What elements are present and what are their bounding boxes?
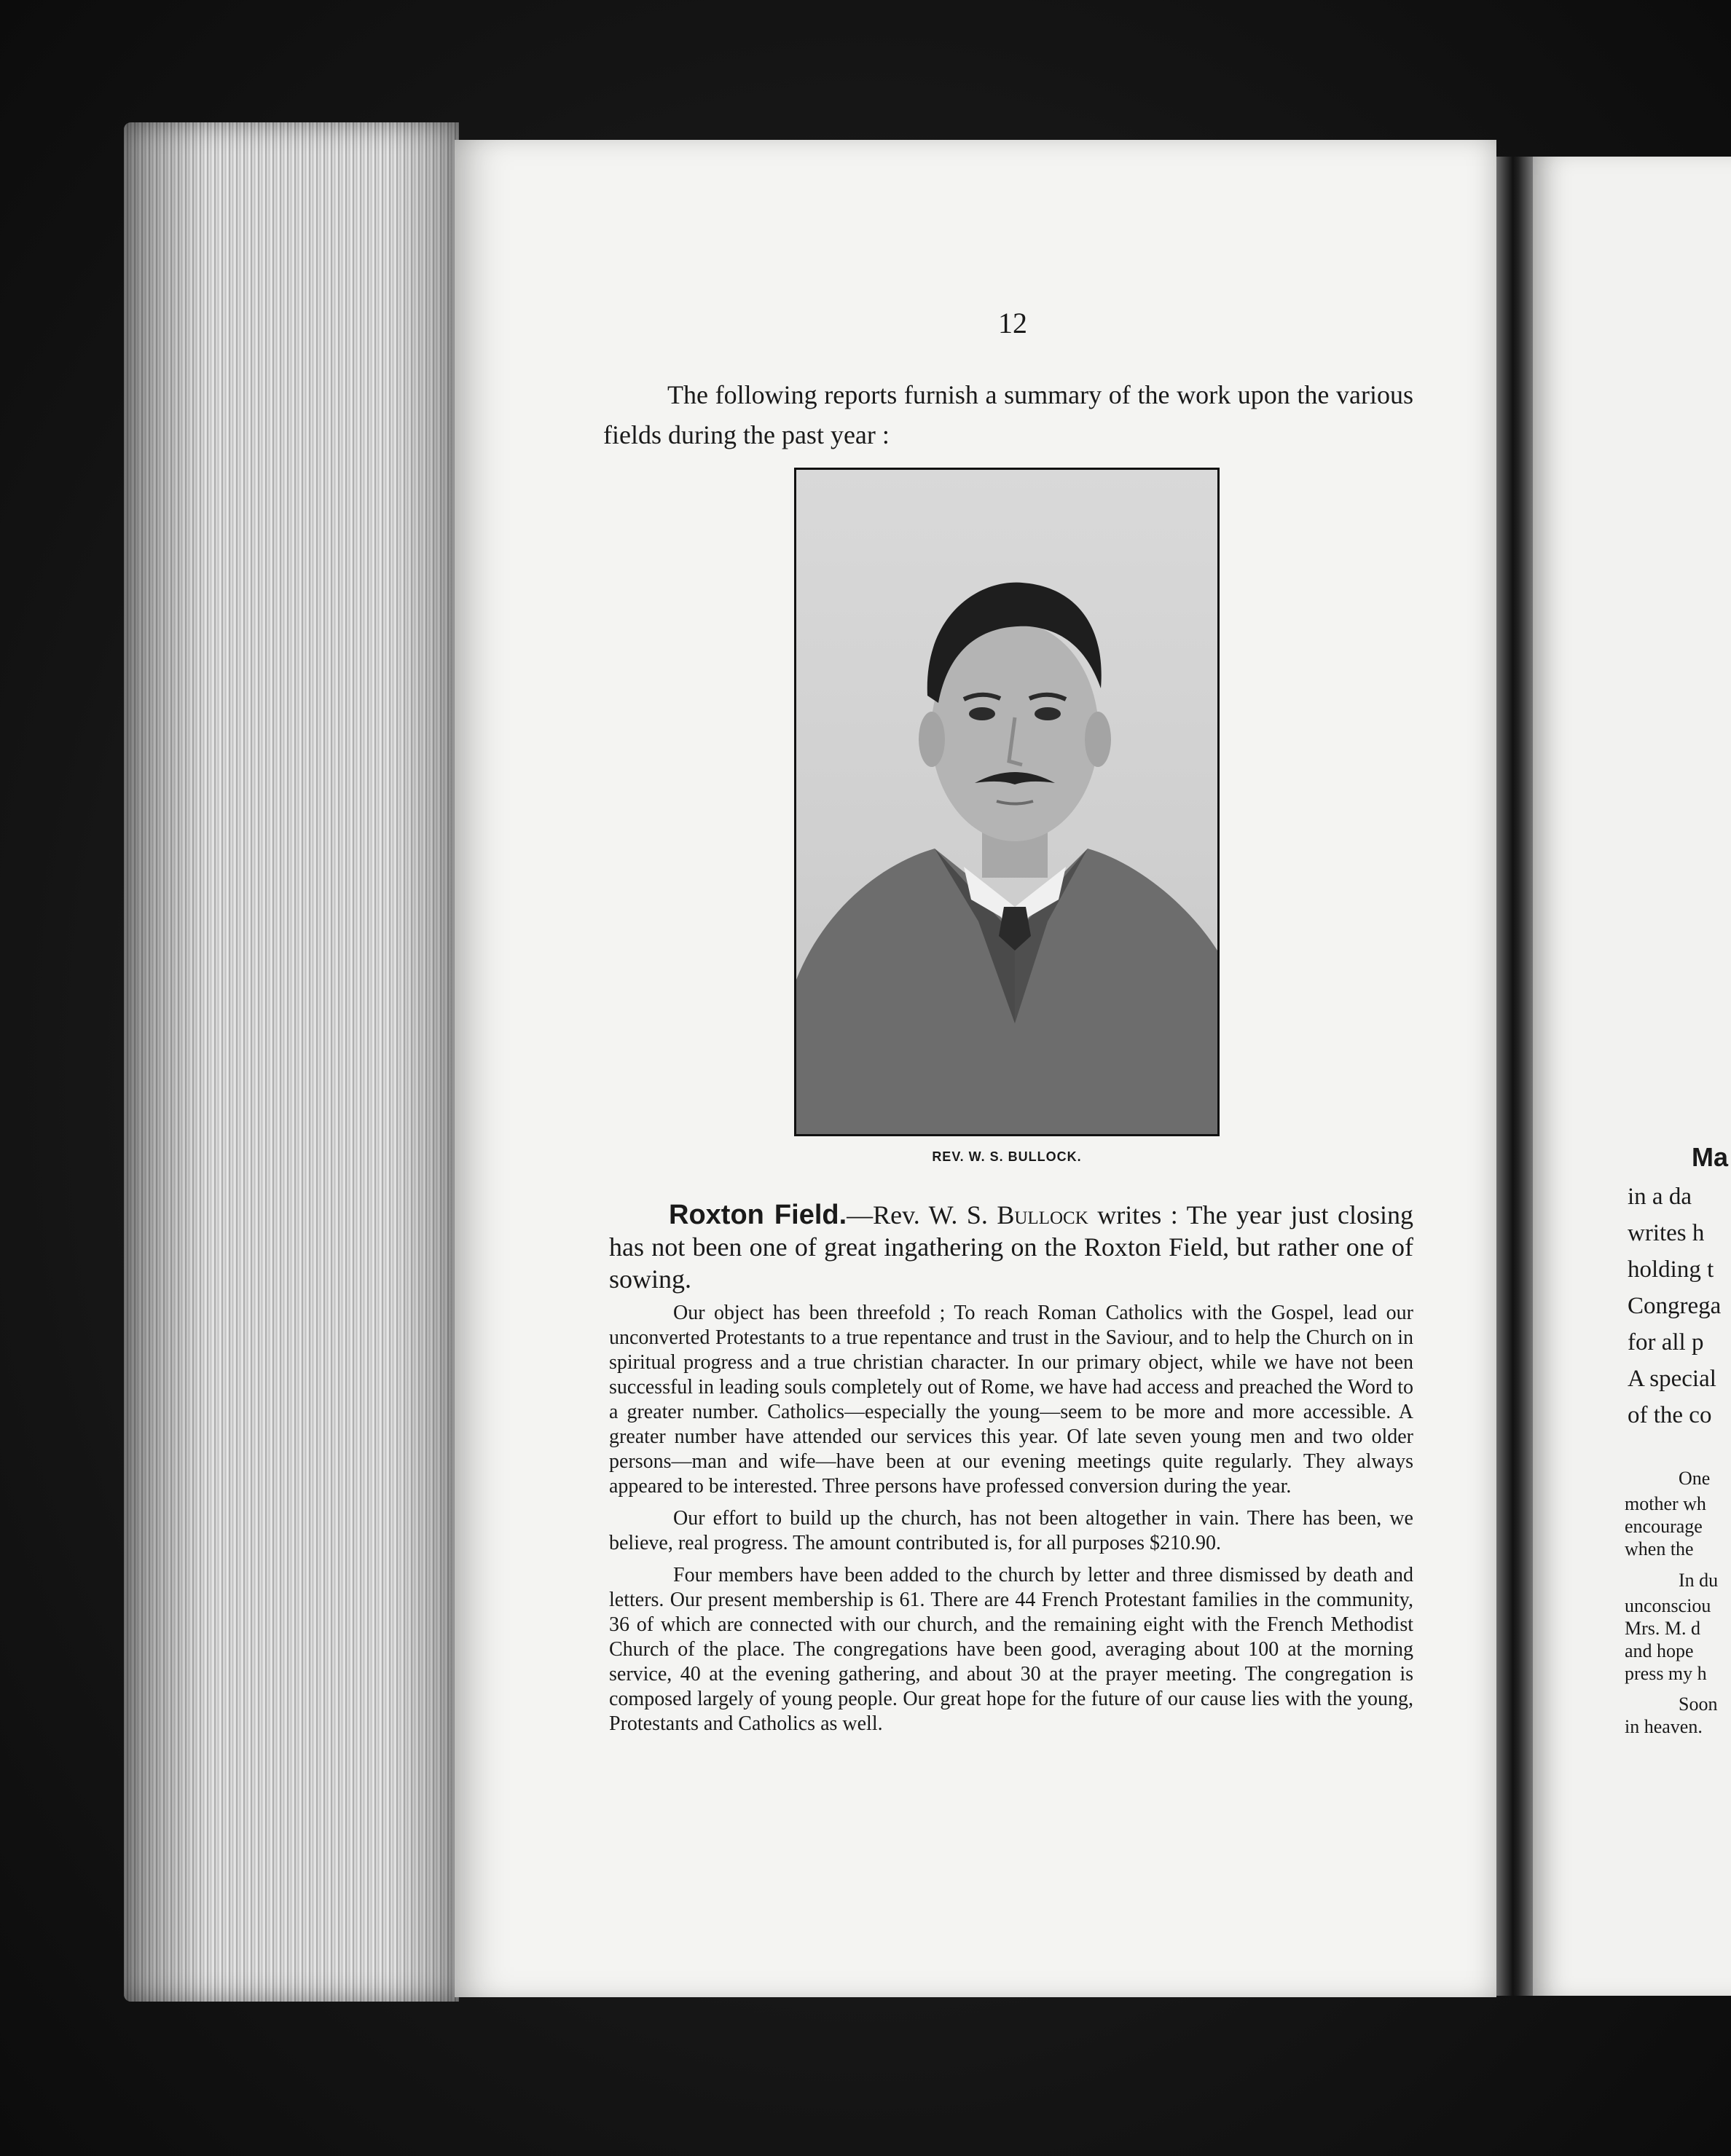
right-page-small-line: unconsciou bbox=[1625, 1595, 1711, 1616]
right-page-small-line: In du bbox=[1679, 1570, 1719, 1591]
book-gutter bbox=[1496, 157, 1533, 1996]
book-page-edges bbox=[124, 122, 459, 2002]
report-body bbox=[609, 1301, 1413, 1744]
right-page-small-line: Mrs. M. d bbox=[1625, 1618, 1701, 1639]
intro-paragraph: The following reports furnish a summary of the work upon the various fields during the past year : bbox=[603, 380, 1413, 449]
portrait-figure bbox=[796, 470, 1217, 1134]
body-paragraph: Four members have been added to the church by letter and three dismissed by death and letters. Our present membership is 61. There are 44 French Protestant families in the community, 36 of which are connected with our church, and the remaining eight with the French Methodist Church of the place. The congregations have been good, averaging about 100 at the morning service, 40 at the evening gathering, and about 30 at the prayer meeting. The congregation is composed largely of young people. Our great hope for the future of our cause lies with the young, Protestants and Catholics as well. bbox=[609, 1564, 1413, 1735]
right-page-line: for all p bbox=[1628, 1329, 1704, 1356]
right-page-small-line: when the bbox=[1625, 1538, 1694, 1559]
portrait-photograph bbox=[794, 468, 1220, 1136]
right-page-heading: Ma bbox=[1692, 1142, 1729, 1172]
right-page-line: A special bbox=[1628, 1366, 1716, 1392]
right-page-small-line: press my h bbox=[1625, 1663, 1707, 1684]
section-heading: Roxton Field. bbox=[669, 1200, 847, 1230]
right-page bbox=[1533, 157, 1731, 1996]
lead-text-rest: writes : The year just closing has not been one of great ingathering on the Roxton Field, but rather one of sowing. bbox=[609, 1200, 1414, 1294]
right-page-line: holding t bbox=[1628, 1256, 1714, 1283]
lead-author-name: Bullock bbox=[997, 1200, 1088, 1230]
lead-text-prefix: —Rev. W. S. bbox=[847, 1200, 997, 1230]
section-lead-paragraph bbox=[609, 1199, 1413, 1295]
right-page-line: in a da bbox=[1628, 1184, 1692, 1210]
right-page-small-line: mother wh bbox=[1625, 1493, 1706, 1514]
right-page-small-line: encourage bbox=[1625, 1516, 1703, 1537]
right-page-small-line: One bbox=[1679, 1468, 1711, 1489]
portrait-caption: REV. W. S. BULLOCK. bbox=[932, 1149, 1082, 1164]
right-page-line: writes h bbox=[1628, 1220, 1705, 1246]
body-paragraph: Our effort to build up the church, has not been altogether in vain. There has been, we believe, real progress. The amount contributed is, for all purposes $210.90. bbox=[609, 1507, 1413, 1554]
body-paragraph: Our object has been threefold ; To reach Roman Catholics with the Gospel, lead our unconverted Protestants to a true repentance and trust in the Saviour, and to help the Church on in spiritual progress and a true christian character. In our primary object, while we have not been successful in leading souls completely out of Rome, we have had access and preached the Word to a greater number. Catholics—especially the young—seem to be more and more accessible. A greater number have attended our services this year. Of late seven young men and two older persons—man and wife—have been at our evening meetings quite regularly. They always appeared to be interested. Three persons have professed conversion during the year. bbox=[609, 1302, 1413, 1498]
page-number: 12 bbox=[998, 307, 1027, 339]
right-page-line: Congrega bbox=[1628, 1293, 1722, 1319]
right-page-small-line: in heaven. bbox=[1625, 1716, 1703, 1737]
right-page-line: of the co bbox=[1628, 1402, 1712, 1428]
right-page-small-line: and hope bbox=[1625, 1640, 1694, 1661]
right-page-small-line: Soon bbox=[1679, 1693, 1718, 1715]
